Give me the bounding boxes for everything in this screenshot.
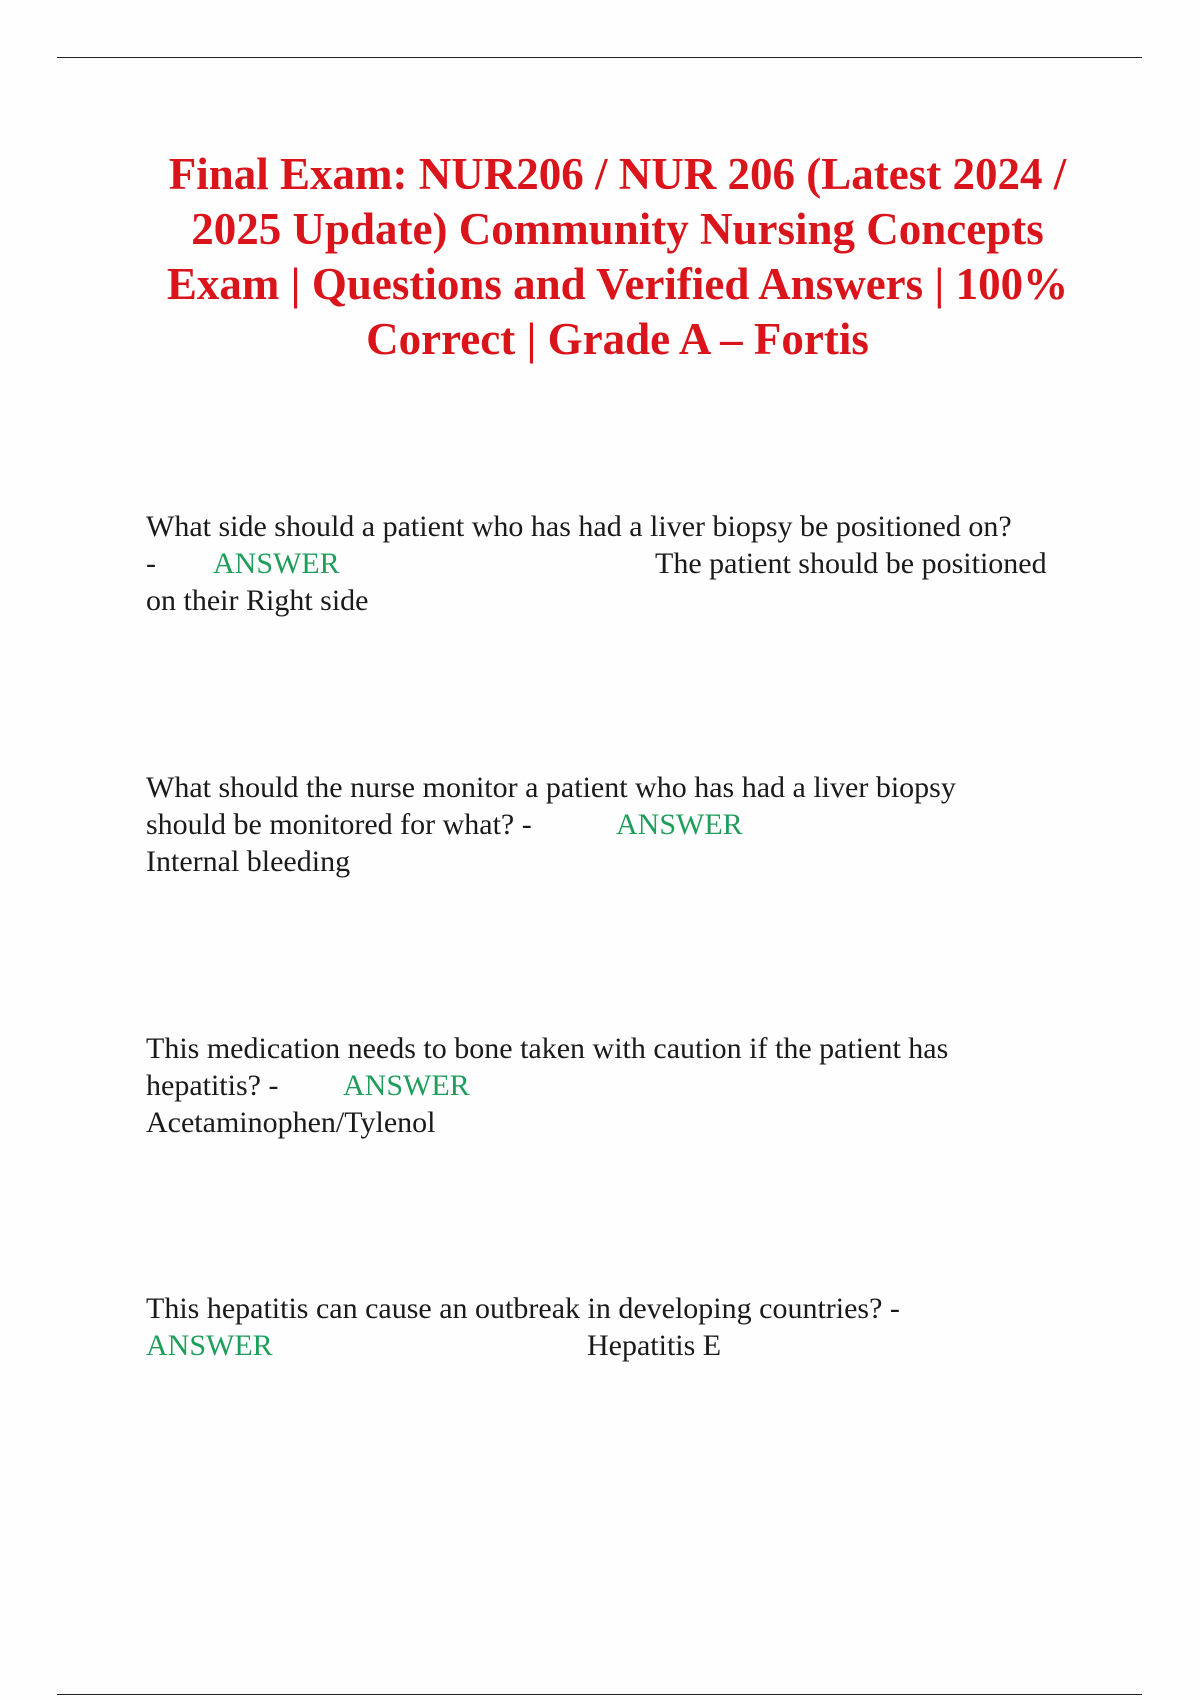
question-line	[146, 769, 1076, 806]
question-text: What should the nurse monitor a patient who has had a liver biopsy	[146, 771, 956, 804]
answer-label: ANSWER	[213, 547, 340, 580]
qa-item	[146, 769, 1076, 880]
answer-label: ANSWER	[616, 808, 743, 841]
answer-line	[146, 582, 1076, 619]
answer-line	[146, 545, 1076, 582]
answer-text: Internal bleeding	[146, 845, 351, 878]
answer-label: ANSWER	[146, 1329, 273, 1362]
question-text: This hepatitis can cause an outbreak in developing countries? -	[146, 1292, 900, 1325]
answer-line	[146, 843, 1076, 880]
question-line	[146, 1067, 1076, 1104]
qa-item	[146, 1030, 1076, 1141]
answer-text: Hepatitis E	[587, 1329, 722, 1362]
question-line	[146, 508, 1076, 545]
answer-text: on their Right side	[146, 584, 369, 617]
question-text: hepatitis? -	[146, 1069, 279, 1102]
qa-item	[146, 1290, 1076, 1364]
document-title: Final Exam: NUR206 / NUR 206 (Latest 2024 / 2025 Update) Community Nursing Concepts Exam | Questions and Verified Answers | 100% Correct | Grade A – Fortis	[166, 149, 1069, 364]
question-line	[146, 1030, 1076, 1067]
top-rule	[57, 57, 1142, 58]
answer-line	[146, 1327, 1076, 1364]
question-text: What side should a patient who has had a liver biopsy be positioned on?	[146, 510, 1012, 543]
question-text: This medication needs to bone taken with caution if the patient has	[146, 1032, 949, 1065]
bottom-rule	[57, 1694, 1142, 1695]
qa-item	[146, 508, 1076, 619]
question-line	[146, 1290, 1076, 1327]
answer-label: ANSWER	[343, 1069, 470, 1102]
answer-text: The patient should be positioned	[655, 547, 1047, 580]
question-line	[146, 806, 1076, 843]
answer-line	[146, 1104, 1076, 1141]
answer-text: Acetaminophen/Tylenol	[146, 1106, 436, 1139]
dash: -	[146, 547, 156, 580]
question-text: should be monitored for what? -	[146, 808, 532, 841]
